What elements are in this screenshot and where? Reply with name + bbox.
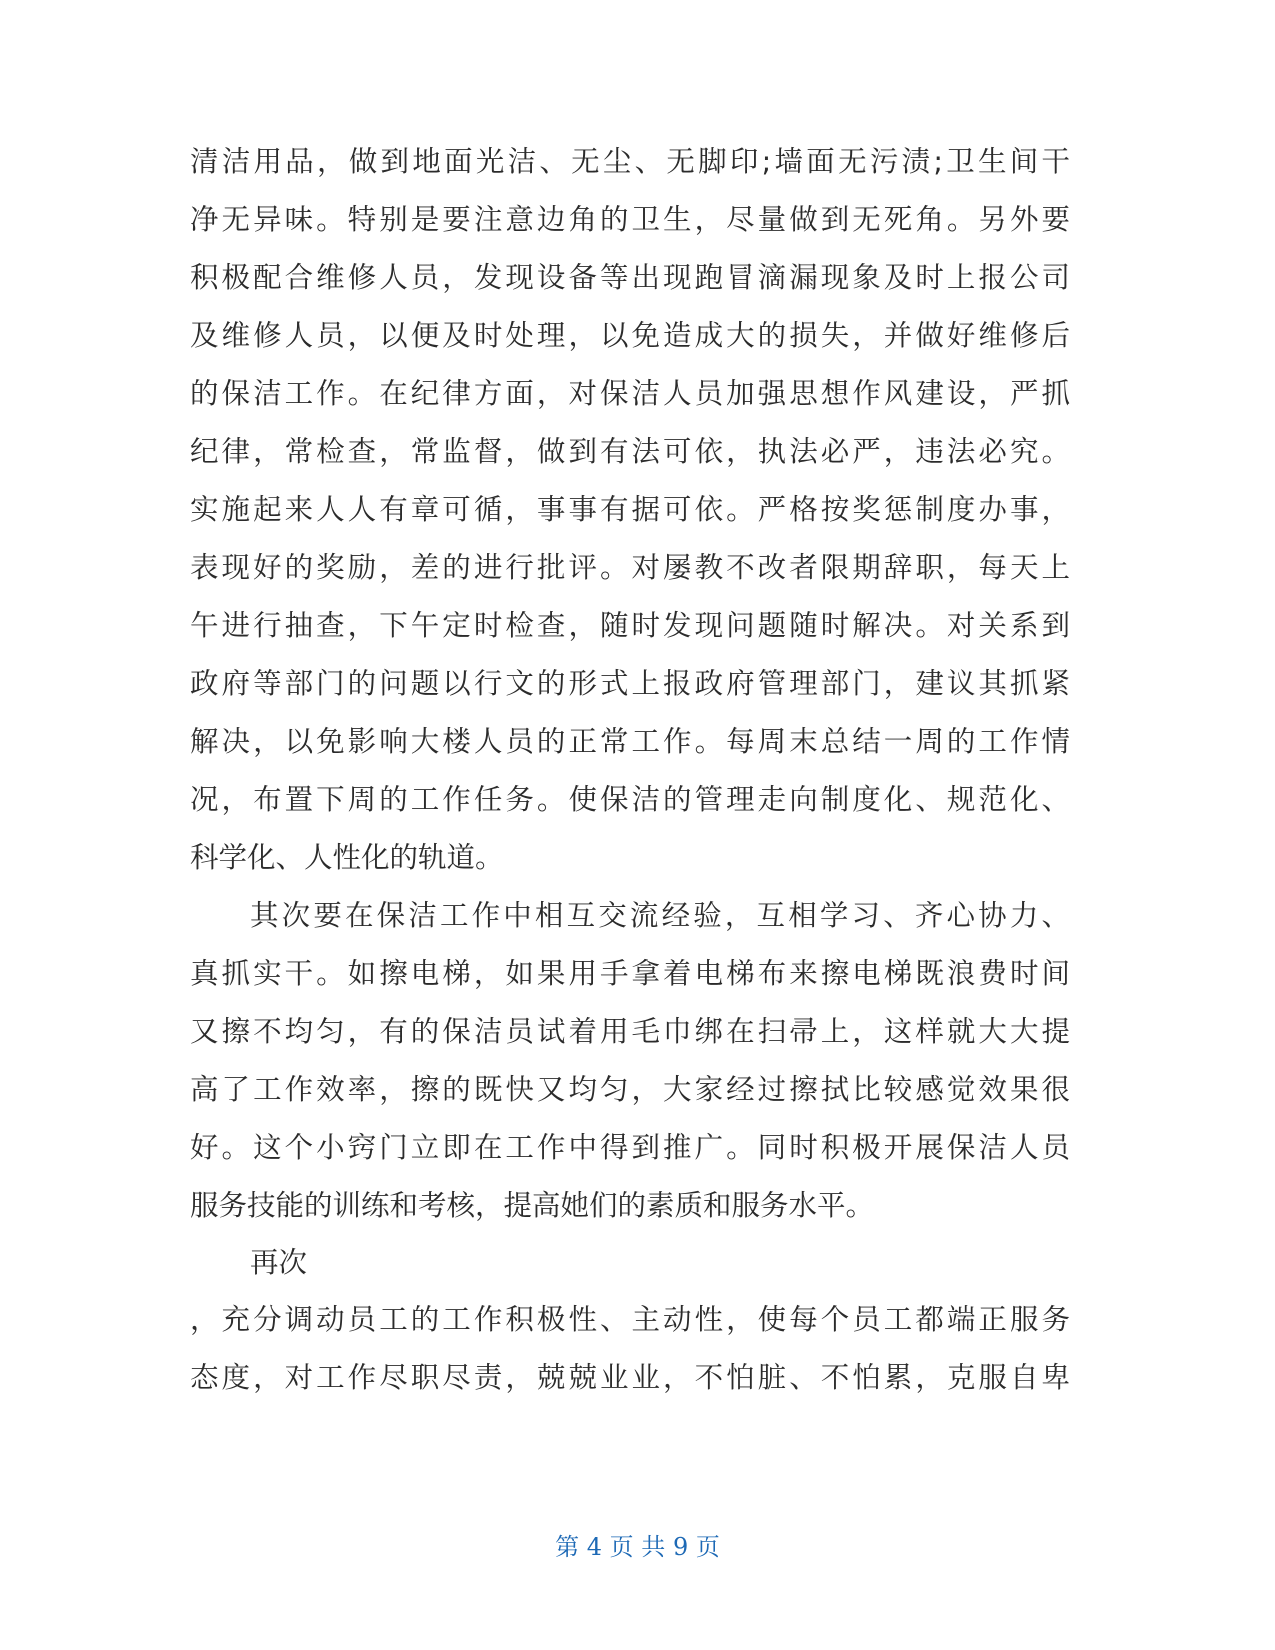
text-line: 表现好的奖励，差的进行批评。对屡教不改者限期辞职，每天上 <box>190 551 1070 584</box>
text-line: 净无异味。特别是要注意边角的卫生，尽量做到无死角。另外要 <box>190 203 1070 236</box>
paragraph-first-line: 再次 <box>250 1246 308 1279</box>
text-line: 解决，以免影响大楼人员的正常工作。每周末总结一周的工作情 <box>190 725 1070 758</box>
text-line: 及维修人员，以便及时处理，以免造成大的损失，并做好维修后 <box>190 319 1070 352</box>
page-indicator: 第 4 页 共 9 页 <box>555 1533 720 1561</box>
text-line: 午进行抽查，下午定时检查，随时发现问题随时解决。对关系到 <box>190 609 1070 642</box>
text-line: 好。这个小窍门立即在工作中得到推广。同时积极开展保洁人员 <box>190 1131 1070 1164</box>
text-line: 实施起来人人有章可循，事事有据可依。严格按奖惩制度办事， <box>190 493 1070 526</box>
text-line: 态度，对工作尽职尽责，兢兢业业，不怕脏、不怕累，克服自卑 <box>190 1361 1070 1394</box>
text-line: 服务技能的训练和考核，提高她们的素质和服务水平。 <box>190 1189 875 1222</box>
text-line: 的保洁工作。在纪律方面，对保洁人员加强思想作风建设，严抓 <box>190 377 1070 410</box>
text-line: 又擦不均匀，有的保洁员试着用毛巾绑在扫帚上，这样就大大提 <box>190 1015 1070 1048</box>
text-line: 纪律，常检查，常监督，做到有法可依，执法必严，违法必究。 <box>190 435 1070 468</box>
paragraph-first-line: 其次要在保洁工作中相互交流经验，互相学习、齐心协力、 <box>250 899 1070 932</box>
text-line: 科学化、人性化的轨道。 <box>190 841 504 874</box>
text-line: 况，布置下周的工作任务。使保洁的管理走向制度化、规范化、 <box>190 783 1070 816</box>
text-line: 积极配合维修人员，发现设备等出现跑冒滴漏现象及时上报公司 <box>190 261 1070 294</box>
text-line: 清洁用品，做到地面光洁、无尘、无脚印;墙面无污渍;卫生间干 <box>190 145 1070 178</box>
text-line: 高了工作效率，擦的既快又均匀，大家经过擦拭比较感觉效果很 <box>190 1073 1070 1106</box>
text-line: 真抓实干。如擦电梯，如果用手拿着电梯布来擦电梯既浪费时间 <box>190 957 1070 990</box>
text-line: ，充分调动员工的工作积极性、主动性，使每个员工都端正服务 <box>190 1303 1070 1336</box>
text-line: 政府等部门的问题以行文的形式上报政府管理部门，建议其抓紧 <box>190 667 1070 700</box>
